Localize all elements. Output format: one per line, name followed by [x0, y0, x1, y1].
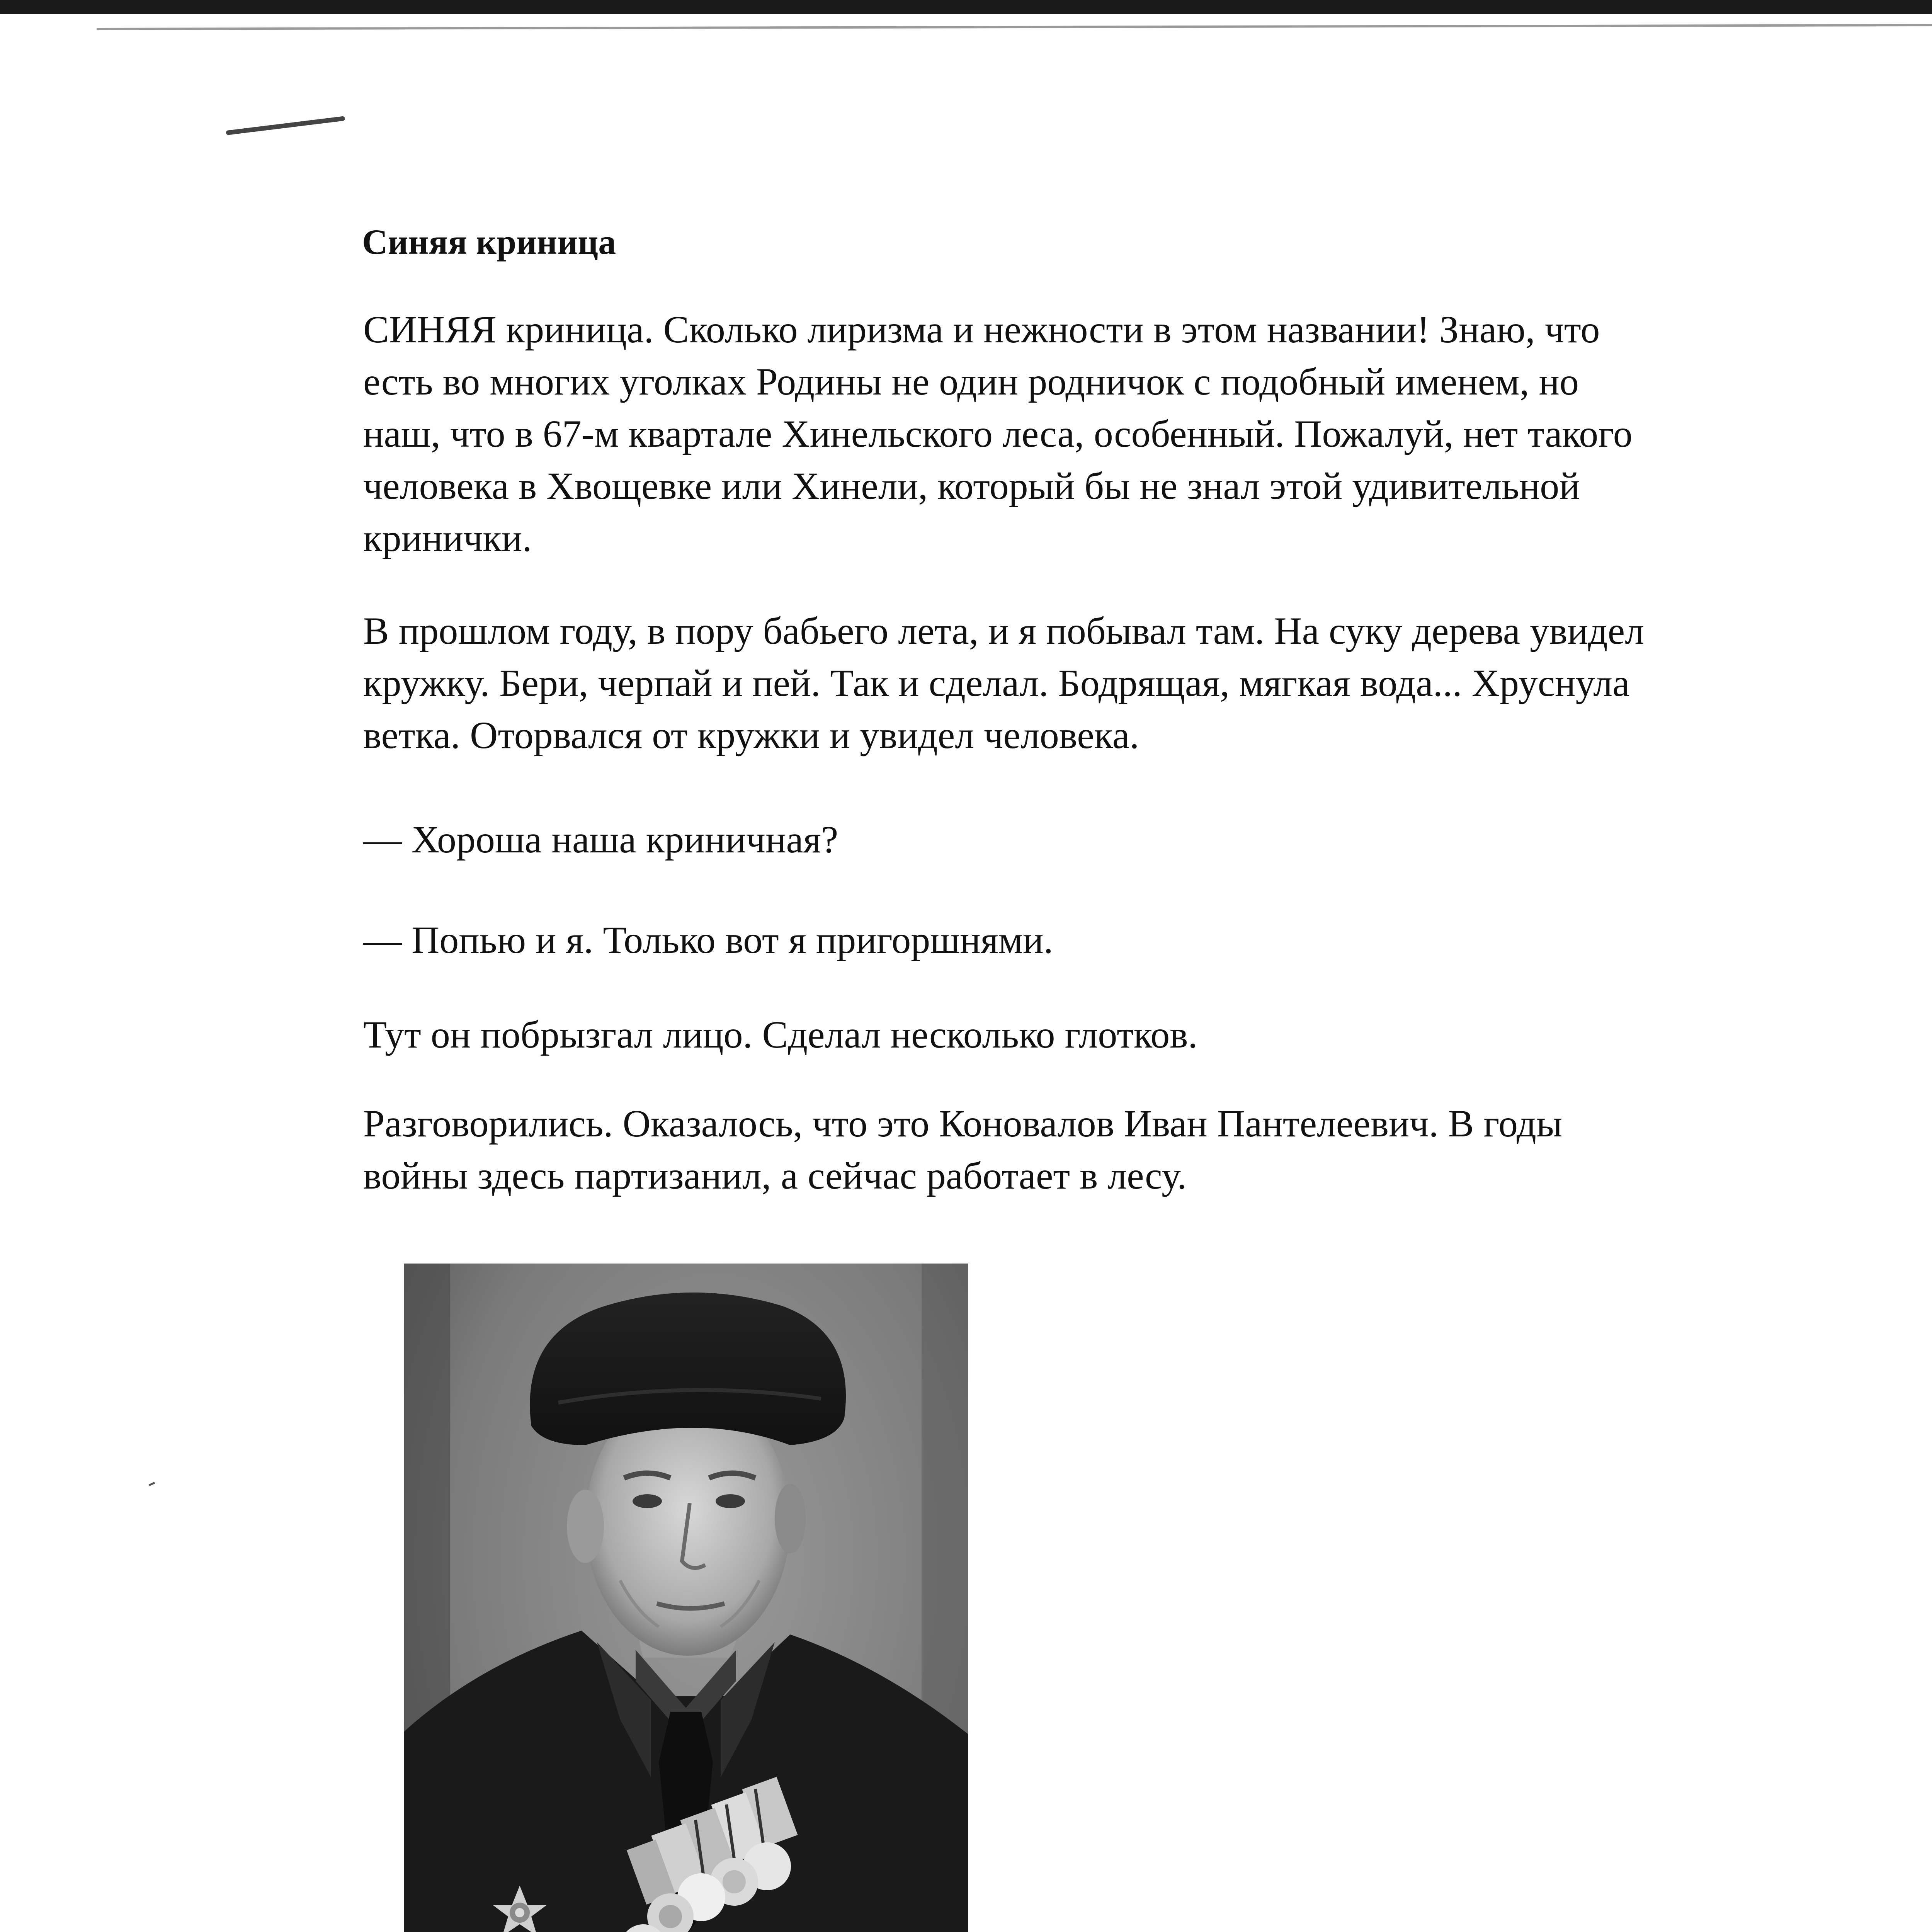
- paragraph-2: [363, 605, 1901, 761]
- text-line: — Попью и я. Только вот я пригоршнями.: [363, 918, 1053, 961]
- text-line: ветка. Оторвался от кружки и увидел человека.: [363, 714, 1139, 757]
- text-line: Тут он побрызгал лицо. Сделал несколько глотков.: [363, 1013, 1198, 1056]
- text-line: войны здесь партизанил, а сейчас работает в лесу.: [363, 1154, 1187, 1197]
- text-line: есть во многих уголках Родины не один родничок с подобный именем, но: [363, 360, 1579, 403]
- page-title: Синяя криница: [362, 222, 616, 262]
- paragraph-5: [363, 1009, 1901, 1061]
- pen-mark: [226, 116, 345, 135]
- text-line: наш, что в 67-м квартале Хинельского леса, особенный. Пожалуй, нет такого: [363, 412, 1633, 455]
- paragraph-1: [363, 303, 1901, 564]
- paragraph-3: [363, 813, 1901, 866]
- text-line: Разговорились. Оказалось, что это Коновалов Иван Пантелеевич. В годы: [363, 1102, 1563, 1145]
- paragraph-4: [363, 914, 1901, 966]
- portrait-photo-image: [404, 1264, 968, 1932]
- scan-speck: [149, 1482, 155, 1486]
- portrait-photo: [404, 1264, 968, 1932]
- text-line: СИНЯЯ криница. Сколько лиризма и нежности в этом названии! Знаю, что: [363, 308, 1600, 351]
- text-line: В прошлом году, в пору бабьего лета, и я побывал там. На суку дерева увидел: [363, 609, 1645, 652]
- text-line: кружку. Бери, черпай и пей. Так и сделал. Бодрящая, мягкая вода... Хруснула: [363, 662, 1630, 704]
- text-line: — Хороша наша криничная?: [363, 818, 838, 861]
- text-line: кринички.: [363, 517, 532, 560]
- scan-top-edge: [0, 0, 1932, 14]
- text-line: человека в Хвощевке или Хинели, который бы не знал этой удивительной: [363, 464, 1580, 507]
- scan-artifact-line: [97, 24, 1932, 30]
- paragraph-6: [363, 1097, 1901, 1202]
